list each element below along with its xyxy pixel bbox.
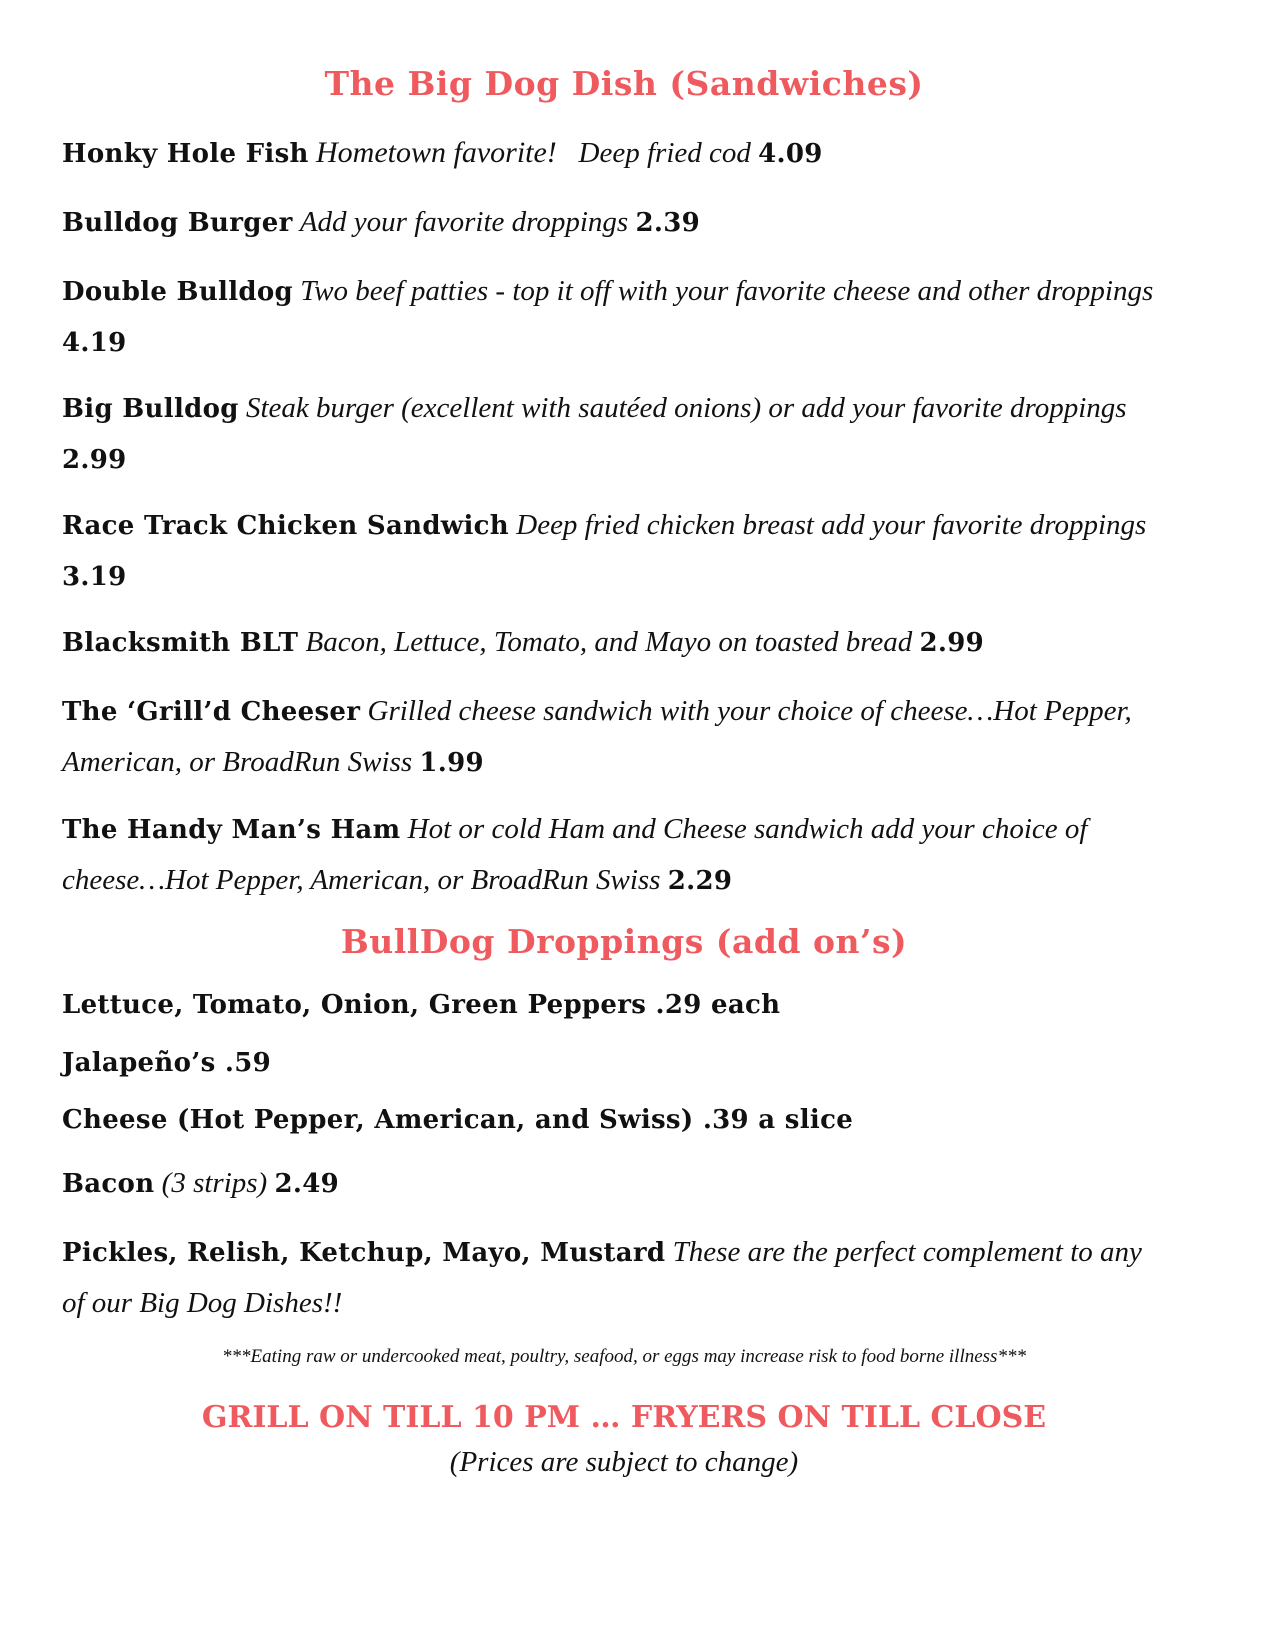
item-description: Bacon, Lettuce, Tomato, and Mayo on toasted bread — [305, 626, 913, 658]
addon-name: Jalapeño’s .59 — [62, 1048, 272, 1078]
item-price: 1.99 — [419, 748, 484, 778]
prices-note: (Prices are subject to change) — [449, 1446, 799, 1478]
menu-item-grilld-cheeser — [62, 686, 1162, 788]
item-description: Deep fried cod — [578, 137, 751, 169]
addon-name: Bacon — [62, 1169, 155, 1199]
item-description: Two beef patties - top it off with your favorite cheese and other droppings — [300, 275, 1154, 307]
item-price: 2.99 — [919, 628, 985, 658]
addon-name: Lettuce, Tomato, Onion, Green Peppers .29 each — [62, 990, 781, 1020]
item-description: Grilled cheese sandwich with your choice of cheese…Hot Pepper, American, or BroadRun Swiss — [62, 695, 1132, 778]
addon-veggies — [62, 979, 1162, 1030]
addon-cheese — [62, 1094, 1162, 1145]
item-price: 3.19 — [62, 562, 127, 592]
item-price: 2.29 — [667, 866, 733, 896]
addon-price: 2.49 — [274, 1169, 339, 1199]
addon-description: These are the perfect complement to any of our Big Dog Dishes!! — [62, 1236, 1142, 1319]
item-name: The ‘Grill’d Cheeser — [62, 697, 361, 727]
item-price: 2.39 — [635, 208, 700, 238]
droppings-heading: BullDog Droppings (add on’s) — [340, 922, 908, 961]
item-description: Deep fried chicken breast add your favorite droppings — [516, 509, 1147, 541]
menu-item-race-track-chicken — [62, 500, 1162, 602]
menu-item-big-bulldog — [62, 383, 1162, 485]
item-description: Hot or cold Ham and Cheese sandwich add your choice of cheese…Hot Pepper, American, or BroadRun Swiss — [62, 813, 1088, 896]
item-description: Steak burger (excellent with sautéed onions) or add your favorite droppings — [245, 392, 1127, 424]
item-name: Blacksmith BLT — [62, 628, 299, 658]
item-tag: Hometown favorite! — [316, 136, 557, 169]
addon-name: Cheese (Hot Pepper, American, and Swiss) .39 a slice — [62, 1105, 854, 1135]
item-name: Race Track Chicken Sandwich — [62, 511, 509, 541]
item-name: The Handy Man’s Ham — [62, 815, 401, 845]
item-description: Add your favorite droppings — [299, 206, 629, 238]
addon-description: (3 strips) — [161, 1167, 268, 1199]
menu-item-handy-mans-ham — [62, 804, 1162, 906]
item-price: 2.99 — [62, 445, 127, 475]
sandwiches-heading: The Big Dog Dish (Sandwiches) — [324, 64, 924, 103]
food-safety-warning: ***Eating raw or undercooked meat, poultry, seafood, or eggs may increase risk to food borne illness*** — [222, 1346, 1026, 1367]
item-name: Honky Hole Fish — [62, 139, 309, 169]
item-name: Double Bulldog — [62, 277, 293, 307]
item-name: Bulldog Burger — [62, 208, 293, 238]
menu-item-bulldog-burger — [62, 197, 1162, 248]
addon-name: Pickles, Relish, Ketchup, Mayo, Mustard — [62, 1238, 666, 1268]
addon-condiments — [62, 1227, 1162, 1328]
menu-item-honky-hole-fish — [62, 128, 1162, 179]
addon-bacon — [62, 1158, 1162, 1209]
addon-jalapenos — [62, 1037, 1162, 1088]
menu-item-blacksmith-blt — [62, 617, 1162, 668]
hours-notice: GRILL ON TILL 10 PM … FRYERS ON TILL CLOSE — [201, 1400, 1047, 1435]
item-price: 4.09 — [758, 139, 823, 169]
menu-item-double-bulldog — [62, 266, 1162, 368]
item-price: 4.19 — [62, 328, 127, 358]
item-name: Big Bulldog — [62, 394, 239, 424]
